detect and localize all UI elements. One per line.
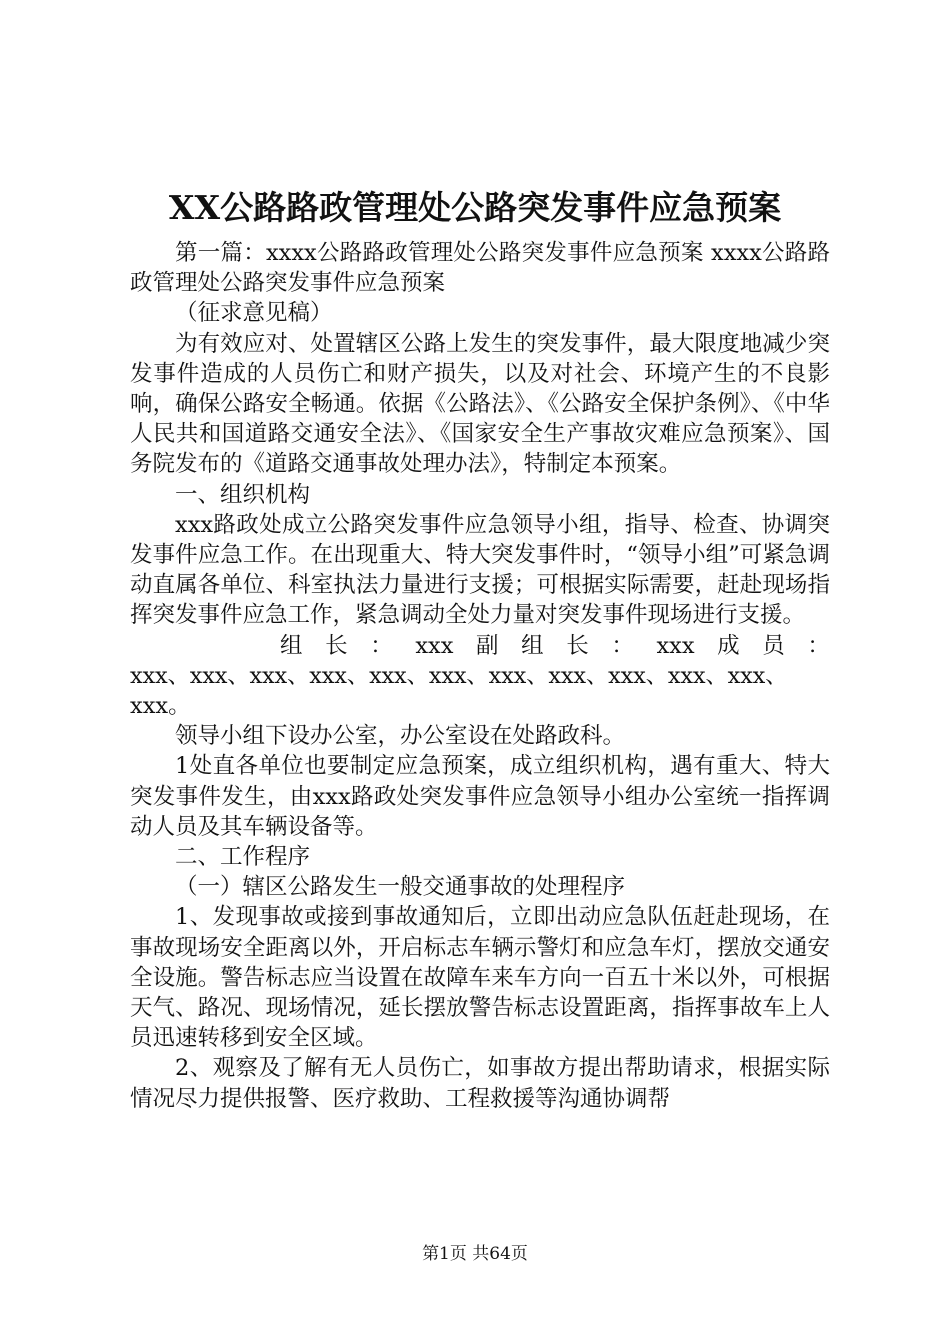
section-heading-procedure: 二、工作程序 [175, 844, 311, 871]
members-token: 成 [717, 632, 740, 659]
members-token: ： [807, 632, 830, 659]
subsection-heading-general-accident: （一）辖区公路发生一般交通事故的处理程序 [175, 874, 626, 901]
members-token: 员 [762, 632, 785, 659]
paragraph-units: 1处直各单位也要制定应急预案，成立组织机构，遇有重大、特大突发事件发生，由xxx路政处突发事件应急领导小组办公室统一指挥调动人员及其车辆设备等。 [130, 753, 830, 840]
members-token: xxx [415, 632, 454, 659]
members-token: ： [370, 632, 393, 659]
members-token: 长 [566, 632, 589, 659]
section-heading-organization: 一、组织机构 [175, 481, 311, 508]
members-token: 组 [280, 632, 303, 659]
page-footer: 第1页 共64页 [422, 1244, 528, 1264]
members-token: 组 [521, 632, 544, 659]
paragraph-step-2: 2、观察及了解有无人员伤亡，如事故方提出帮助请求，根据实际情况尽力提供报警、医疗救助、工程救援等沟通协调帮 [130, 1055, 830, 1112]
members-token: 副 [476, 632, 499, 659]
members-list-end: xxx。 [130, 693, 191, 720]
paragraph-purpose: 为有效应对、处置辖区公路上发生的突发事件，最大限度地减少突发事件造成的人员伤亡和财产损失，以及对社会、环境产生的不良影响，确保公路安全畅通。依据《公路法》、《公路安全保护条例》、《中华人民共和国道路交通安全法》、《国家安全生产事故灾难应急预案》、国务院发布的《道路交通事故处理办法》，特制定本预案。 [130, 330, 830, 478]
members-list-line: xxx、xxx、xxx、xxx、xxx、xxx、xxx、xxx、xxx、xxx、xxx、 [130, 662, 788, 689]
paragraph-step-1: 1、发现事故或接到事故通知后，立即出动应急队伍赶赴现场，在事故现场安全距离以外，开启标志车辆示警灯和应急车灯，摆放交通安全设施。警告标志应当设置在故障车来车方向一百五十米以外，可根据天气、路况、现场情况，延长摆放警告标志设置距离，指挥事故车上人员迅速转移到安全区域。 [130, 904, 830, 1052]
members-token: ： [611, 632, 634, 659]
paragraph-organization: xxx路政处成立公路突发事件应急领导小组，指导、检查、协调突发事件应急工作。在出现重大、特大突发事件时，“领导小组”可紧急调动直属各单位、科室执法力量进行支援；可根据实际需要，赶赴现场指挥突发事件应急工作，紧急调动全处力量对突发事件现场进行支援。 [130, 511, 830, 629]
paragraph-draft-note: （征求意见稿） [175, 300, 333, 327]
document-body [130, 238, 830, 1114]
members-roles-line [130, 631, 830, 661]
paragraph-office: 领导小组下设办公室，办公室设在处路政科。 [175, 723, 626, 750]
document-title: XX公路路政管理处公路突发事件应急预案 [168, 188, 782, 227]
paragraph-heading-first-chapter: 第一篇：xxxx公路路政管理处公路突发事件应急预案 xxxx公路路政管理处公路突发事件应急预案 [130, 240, 830, 297]
members-token: 长 [325, 632, 348, 659]
members-token: xxx [656, 632, 695, 659]
